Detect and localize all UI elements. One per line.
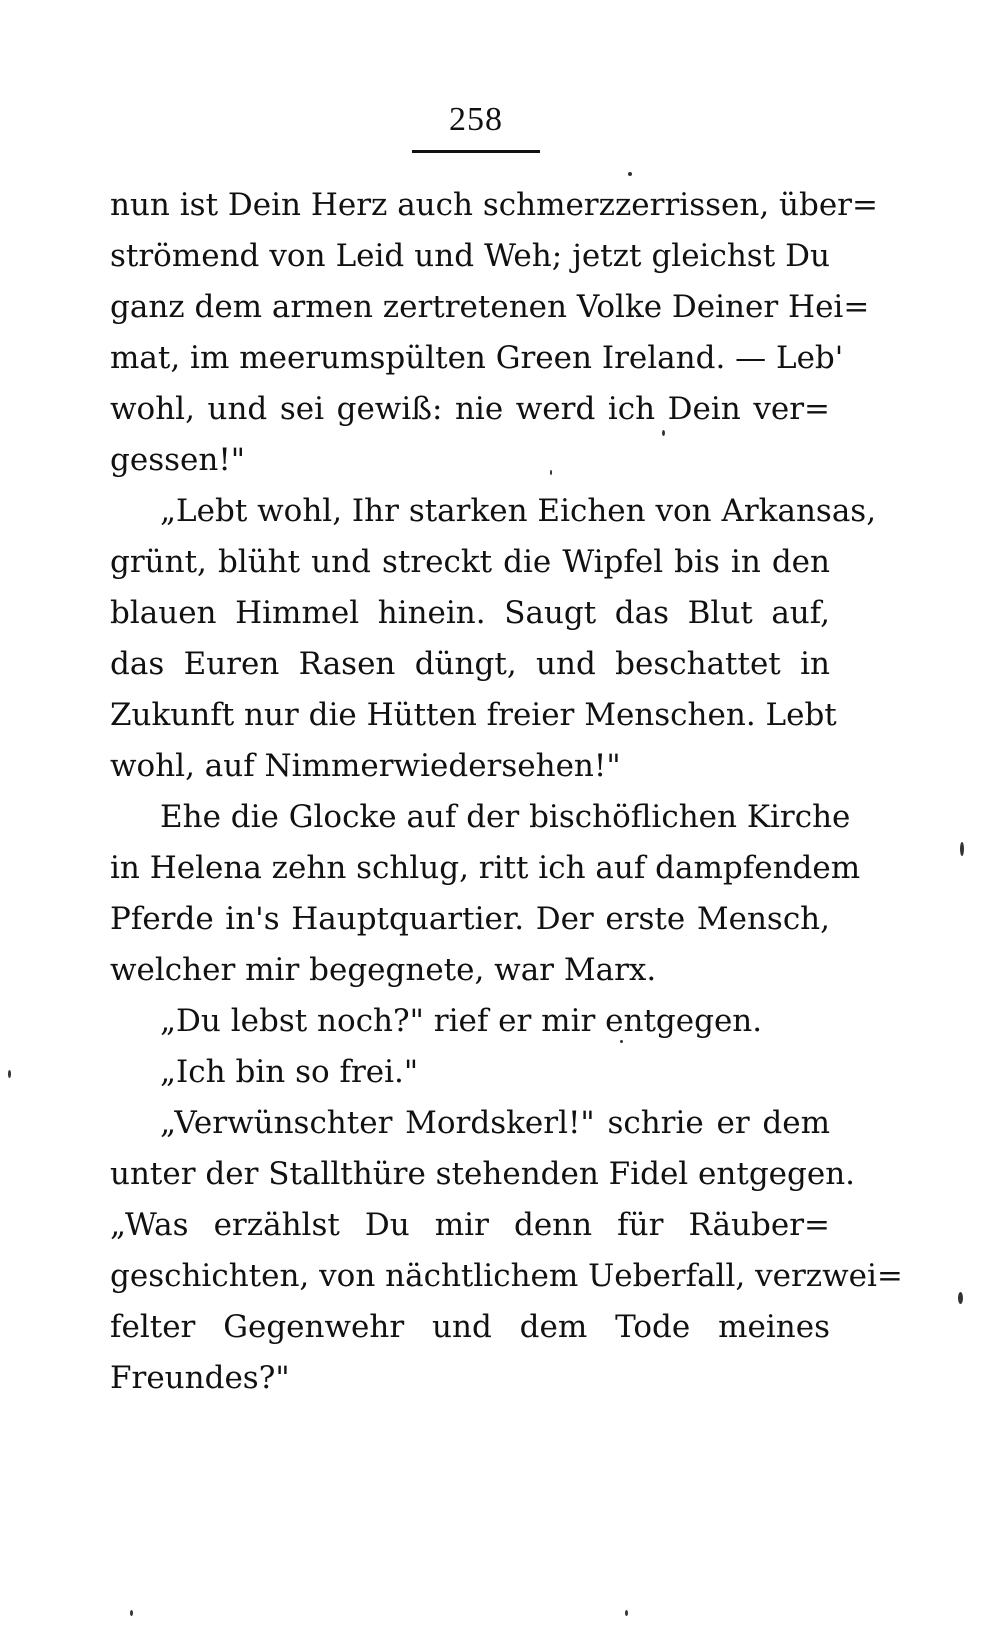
- body-text: [110, 180, 903, 1404]
- text-line: das Euren Rasen düngt, und beschattet in: [110, 646, 830, 682]
- text-line: welcher mir begegnete, war Marx.: [110, 952, 657, 988]
- text-line: ganz dem armen zertretenen Volke Deiner Hei=: [110, 289, 870, 325]
- print-speck: [130, 1610, 133, 1616]
- print-speck: [628, 172, 632, 176]
- text-line: „Ich bin so frei.": [160, 1054, 419, 1090]
- page-number: 258: [449, 101, 503, 138]
- print-speck: [958, 1292, 963, 1304]
- text-line: gessen!": [110, 442, 246, 478]
- text-line: Zukunft nur die Hütten freier Menschen. Lebt: [110, 697, 837, 733]
- print-speck: [620, 1040, 623, 1043]
- text-line: „Du lebst noch?" rief er mir entgegen.: [160, 1003, 763, 1039]
- text-line: geschichten, von nächtlichem Ueberfall, verzwei=: [110, 1258, 903, 1294]
- print-speck: [550, 470, 552, 475]
- text-line: „Verwünschter Mordskerl!" schrie er dem: [160, 1105, 830, 1141]
- text-line: grünt, blüht und streckt die Wipfel bis in den: [110, 544, 830, 580]
- text-line: „Lebt wohl, Ihr starken Eichen von Arkansas,: [160, 493, 877, 529]
- print-speck: [662, 430, 665, 436]
- text-line: blauen Himmel hinein. Saugt das Blut auf,: [110, 595, 830, 631]
- text-line: Ehe die Glocke auf der bischöflichen Kirche: [160, 799, 851, 835]
- text-line: nun ist Dein Herz auch schmerzzerrissen, über=: [110, 187, 878, 223]
- text-line: strömend von Leid und Weh; jetzt gleichst Du: [110, 238, 830, 274]
- text-line: felter Gegenwehr und dem Tode meines: [110, 1309, 830, 1345]
- text-line: „Was erzählst Du mir denn für Räuber=: [110, 1207, 830, 1243]
- text-line: wohl, und sei gewiß: nie werd ich Dein ver=: [110, 391, 830, 427]
- text-line: Freundes?": [110, 1360, 290, 1396]
- text-line: in Helena zehn schlug, ritt ich auf dampfendem: [110, 850, 861, 886]
- page-number-rule: [412, 150, 540, 153]
- print-speck: [625, 1610, 628, 1616]
- print-speck: [8, 1070, 11, 1078]
- print-speck: [960, 842, 964, 856]
- text-line: mat, im meerumspülten Green Ireland. — Leb': [110, 340, 844, 376]
- text-line: Pferde in's Hauptquartier. Der erste Mensch,: [110, 901, 830, 937]
- text-line: unter der Stallthüre stehenden Fidel entgegen.: [110, 1156, 856, 1192]
- text-line: wohl, auf Nimmerwiedersehen!": [110, 748, 621, 784]
